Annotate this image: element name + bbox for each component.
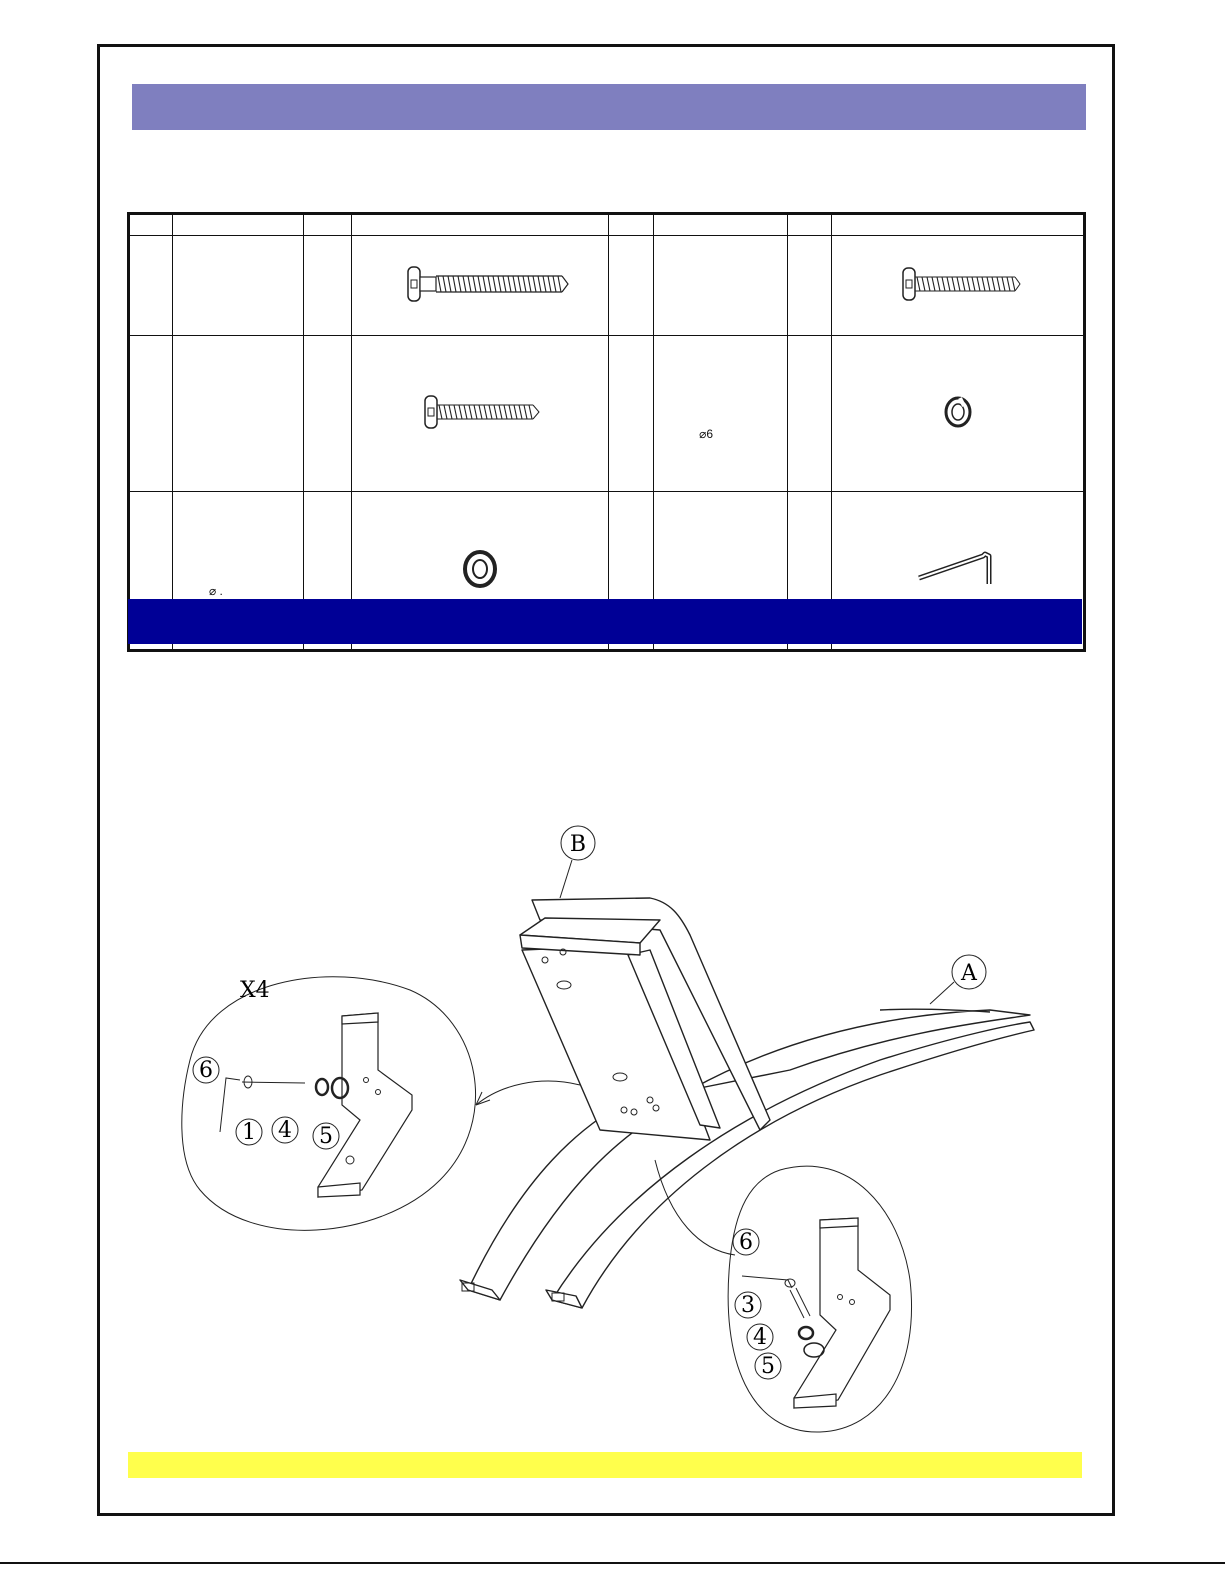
table-row xyxy=(129,236,1085,336)
allen-key-icon xyxy=(913,544,1003,594)
part-callout-5: 5 xyxy=(761,1354,775,1379)
bottom-rule xyxy=(0,1562,1225,1564)
part-size-label: ⌀6 xyxy=(699,426,713,441)
hardware-banner xyxy=(132,84,1086,130)
table-header-row xyxy=(129,214,1085,236)
label-a: A xyxy=(961,961,977,986)
part-callout-6: 6 xyxy=(739,1230,753,1255)
part-callout-6: 6 xyxy=(199,1058,213,1083)
part-callout-5: 5 xyxy=(319,1124,333,1149)
label-b: B xyxy=(569,832,587,857)
spring-washer-icon xyxy=(938,392,978,432)
part-callout-4: 4 xyxy=(278,1118,292,1143)
part-callout-4: 4 xyxy=(753,1325,767,1350)
assembly-diagram xyxy=(170,820,1070,1440)
long-bolt-icon xyxy=(390,259,570,309)
part-callout-1: 1 xyxy=(242,1120,256,1145)
part-size-label: ⌀ . xyxy=(209,583,223,598)
multiplier-label: X4 xyxy=(240,978,270,1003)
table-row xyxy=(129,336,1085,492)
short-bolt-icon xyxy=(415,390,545,434)
note-banner xyxy=(128,1452,1082,1478)
part-callout-3: 3 xyxy=(741,1293,755,1318)
flat-washer-icon xyxy=(455,544,505,594)
hardware-parts-table xyxy=(127,212,1086,652)
assembly-banner xyxy=(128,599,1082,644)
medium-bolt-icon xyxy=(893,262,1023,306)
